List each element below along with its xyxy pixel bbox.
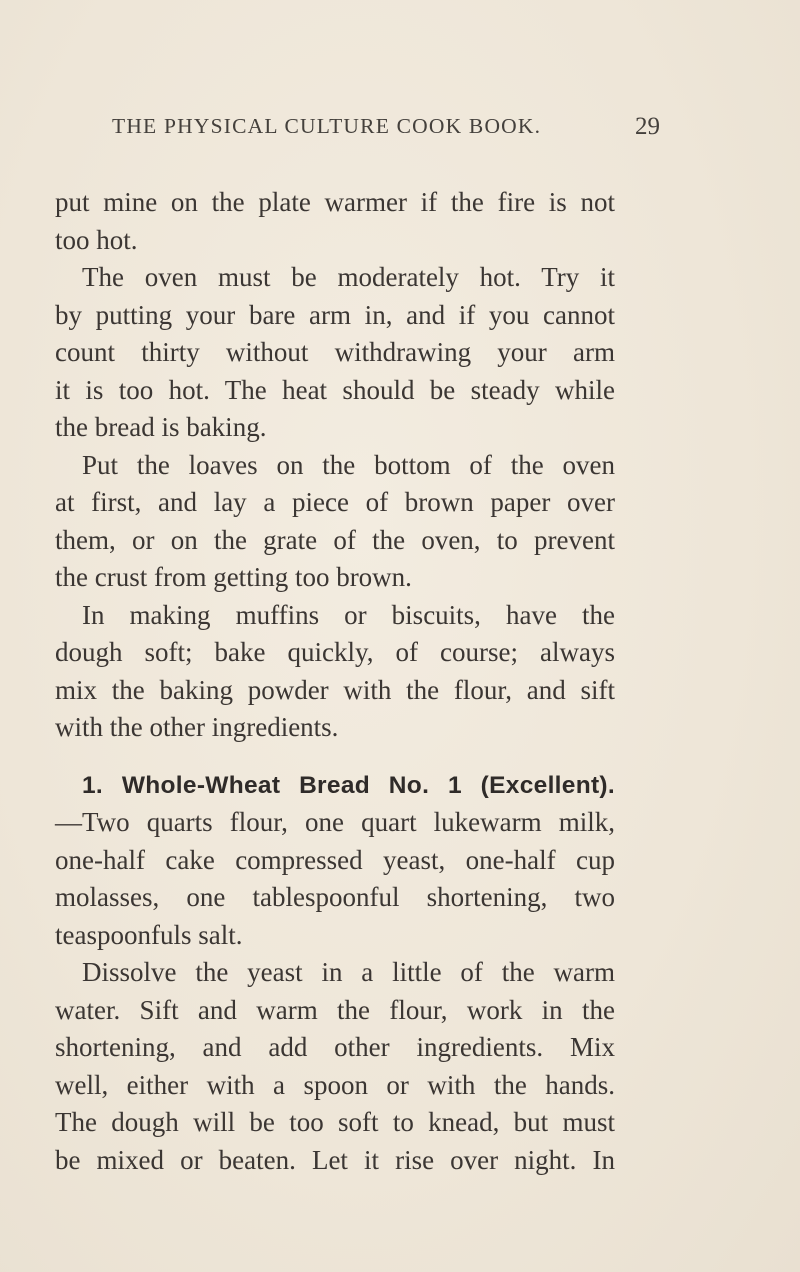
text-line: Dissolve the yeast in a little of the warm [82, 957, 615, 987]
text-line: by putting your bare arm in, and if you cannot [55, 299, 615, 330]
text-line: too hot. [55, 224, 138, 255]
page-body [55, 184, 615, 1179]
text-line: teaspoonfuls salt. [55, 919, 243, 950]
text-line: them, or on the grate of the oven, to prevent [55, 524, 615, 555]
text-line: the bread is baking. [55, 412, 267, 442]
paragraph-oven-heat [55, 259, 615, 447]
text-line: the crust from getting too brown. [55, 562, 412, 592]
text-line: Put the loaves on the bottom of the oven [82, 449, 615, 480]
text-line: molasses, one tablespoonful shortening, two [55, 882, 615, 912]
running-title: THE PHYSICAL CULTURE COOK BOOK. [112, 114, 542, 138]
text-line: count thirty without withdrawing your arm [55, 337, 615, 367]
text-line: shortening, and add other ingredients. Mix [55, 1032, 615, 1062]
text-line: The dough will be too soft to knead, but must [55, 1107, 615, 1137]
recipe-heading: 1. Whole-Wheat Bread No. 1 (Excellent). [82, 771, 615, 799]
text-line: dough soft; bake quickly, of course; always [55, 637, 615, 667]
running-header [112, 113, 660, 144]
paragraph-muffins [55, 597, 615, 747]
text-line: at first, and lay a piece of brown paper over [55, 487, 615, 517]
section-gap [55, 747, 615, 767]
text-line: be mixed or beaten. Let it rise over night. In [55, 1144, 615, 1175]
text-line: The oven must be moderately hot. Try it [82, 262, 615, 292]
text-line: water. Sift and warm the flour, work in the [55, 994, 615, 1025]
text-line: well, either with a spoon or with the hands. [55, 1069, 615, 1100]
paragraph-plate-warmer [55, 184, 615, 259]
text-line: with the other ingredients. [55, 712, 339, 742]
text-line: it is too hot. The heat should be steady while [55, 374, 615, 405]
text-line: one-half cake compressed yeast, one-half cup [55, 844, 615, 875]
text-line: In making muffins or biscuits, have the [82, 599, 615, 630]
text-line: put mine on the plate warmer if the fire is not [55, 187, 615, 217]
paragraph-loaves [55, 447, 615, 597]
text-line: mix the baking powder with the flour, and sift [55, 674, 615, 705]
recipe-whole-wheat-bread [55, 767, 615, 1180]
text-line: —Two quarts flour, one quart lukewarm milk, [55, 807, 615, 837]
page-number: 29 [635, 113, 660, 140]
